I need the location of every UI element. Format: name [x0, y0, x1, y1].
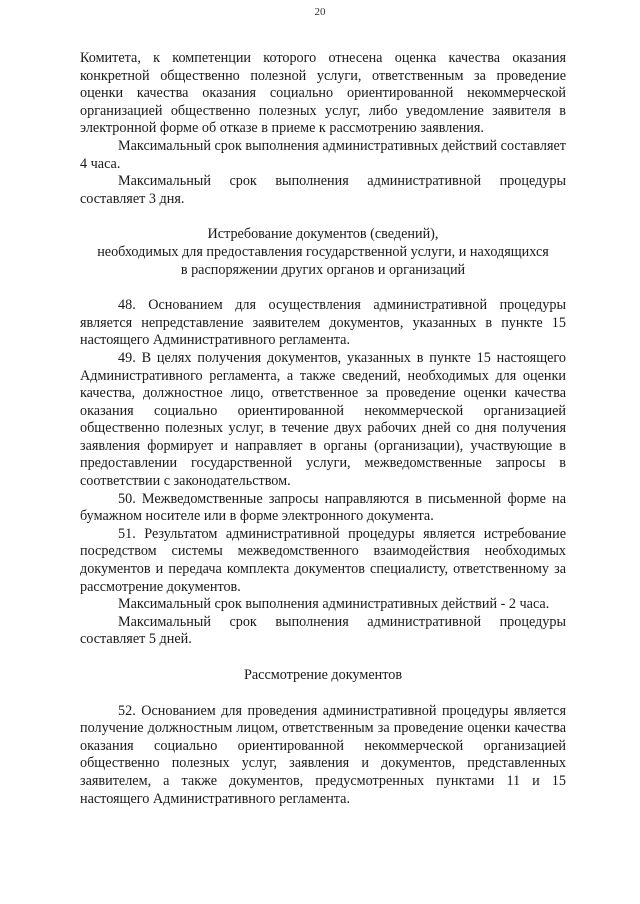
paragraph-51: 51. Результатом административной процедуры является истребование посредством системы межведомственного взаимодействия необходимых документов и передача комплекта документов специалисту, ответственному за рассмотрение документов. [80, 525, 566, 595]
heading-line: необходимых для предоставления государственной услуги, и находящихся [97, 243, 549, 260]
paragraph-52: 52. Основанием для проведения административной процедуры является получение должностным лицом, ответственным за проведение оценки качества оказания социально ориентированной некоммерческой организацией общественно полезных услуг, заявления и документов, представленных заявителем, а также документов, предусмотренных пунктами 11 и 15 настоящего Административного регламента. [80, 702, 566, 807]
paragraph-49: 49. В целях получения документов, указанных в пункте 15 настоящего Административного регламента, а также сведений, необходимых для оценки качества, должностное лицо, ответственное за проведение оценки качества оказания социально ориентированной некоммерческой организацией общественно полезных услуг, в течение двух рабочих дней со дня получения заявления формирует и направляет в органы (организации), участвующие в предоставлении государственной услуги, межведомственные запросы в соответствии с законодательством. [80, 349, 566, 490]
paragraph-max-actions-time-2: Максимальный срок выполнения административных действий - 2 часа. [118, 596, 550, 613]
heading-line: Истребование документов (сведений), [207, 226, 439, 243]
paragraph-max-procedure-time: Максимальный срок выполнения административной процедуры составляет 3 дня. [80, 173, 566, 207]
paragraph-committee-continuation: Комитета, к компетенции которого отнесена оценка качества оказания конкретной общественно полезной услуги, ответственным за проведение оценки качества оказания социально ориентированной некоммерческой организацией общественно полезных услуг, либо уведомление заявителя в электронной форме об отказе в приеме к рассмотрению заявления. [80, 50, 566, 137]
page-number: 20 [314, 6, 326, 18]
paragraph-48: 48. Основанием для осуществления административной процедуры является непредставление заявителем документов, указанных в пункте 15 настоящего Административного регламента. [80, 297, 566, 349]
paragraph-50: 50. Межведомственные запросы направляются в письменной форме на бумажном носителе или в форме электронного документа. [80, 490, 566, 525]
paragraph-max-actions-time: Максимальный срок выполнения административных действий составляет 4 часа. [80, 137, 566, 172]
section-heading-document-request [80, 226, 566, 279]
section-heading-document-review: Рассмотрение документов [243, 667, 403, 683]
heading-line: в распоряжении других органов и организаций [180, 261, 466, 278]
paragraph-max-procedure-time-2: Максимальный срок выполнения административной процедуры составляет 5 дней. [80, 613, 566, 648]
document-body [80, 50, 566, 808]
